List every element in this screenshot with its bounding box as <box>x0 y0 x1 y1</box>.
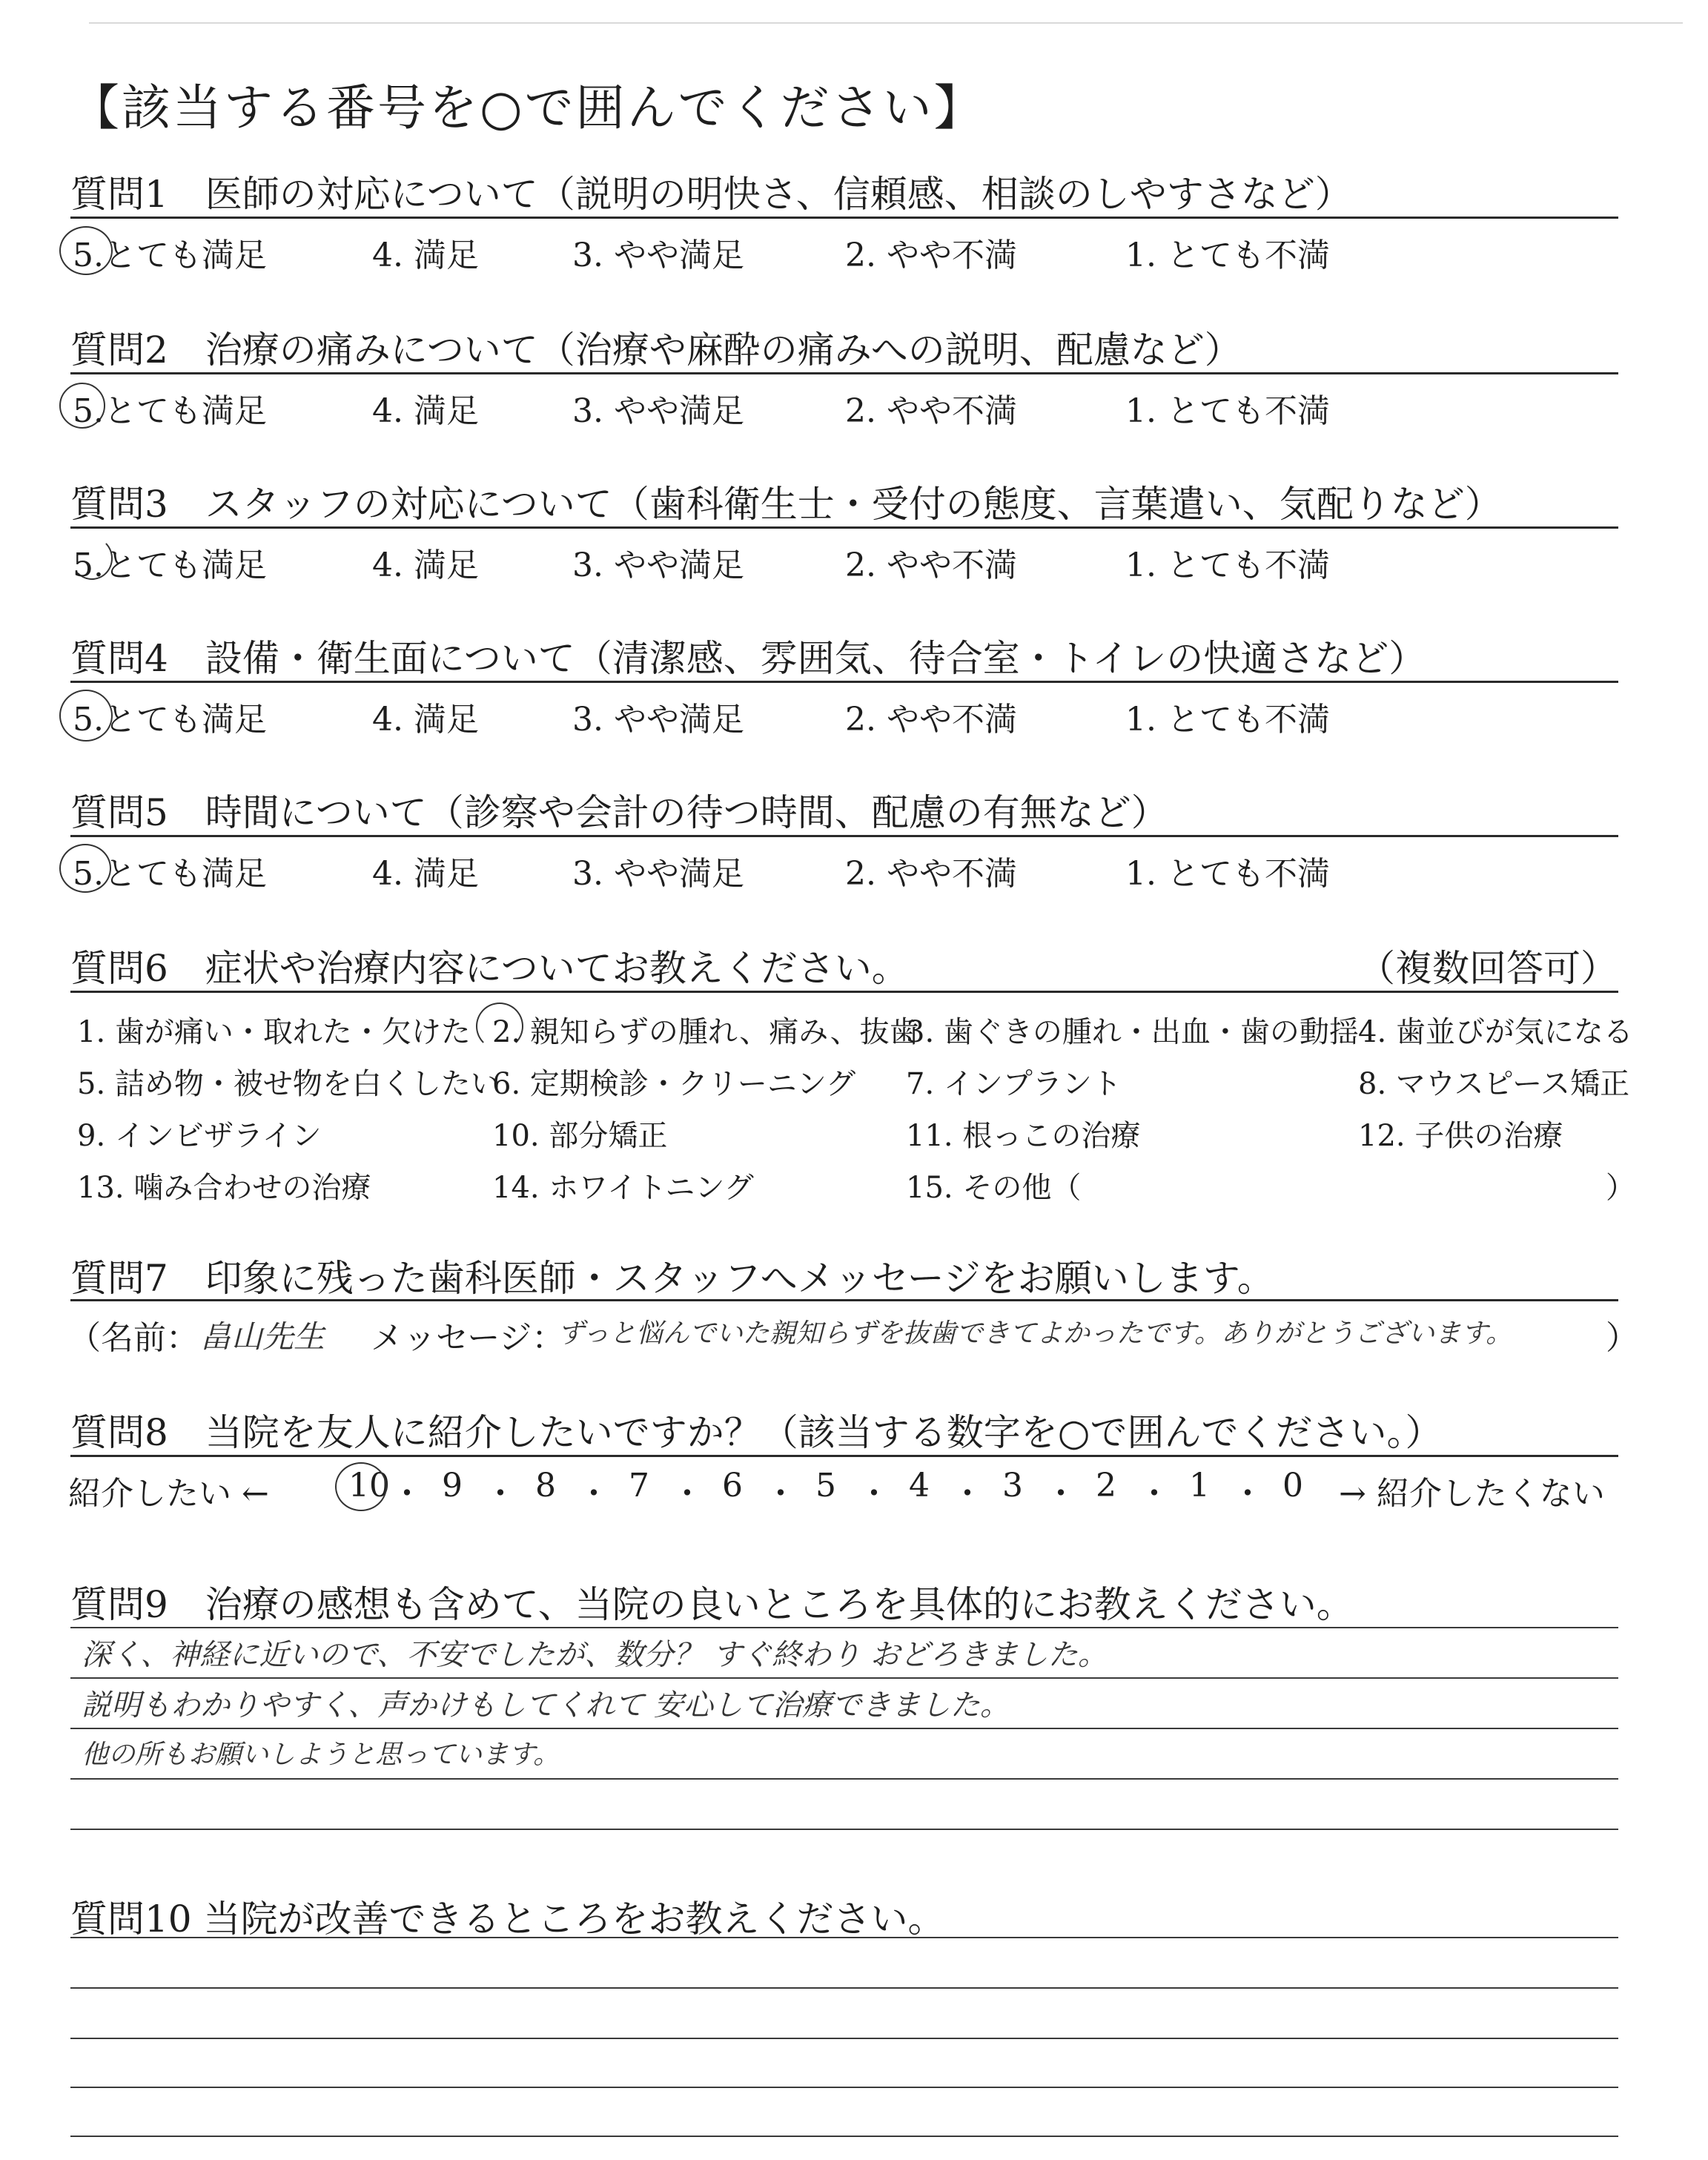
symptom-option[interactable]: 2. 親知らずの腫れ、痛み、抜歯 <box>492 1015 919 1049</box>
name-label: （名前： <box>68 1319 199 1357</box>
scale-value[interactable]: 1 <box>1189 1467 1210 1505</box>
scale-separator: ・ <box>764 1475 797 1513</box>
scale-separator: ・ <box>671 1475 704 1513</box>
symptom-option[interactable]: 14. ホワイトニング <box>492 1171 754 1205</box>
symptom-option[interactable]: 9. インビザライン <box>77 1119 322 1153</box>
option-2[interactable]: 2. やや不満 <box>845 546 1017 584</box>
option-4[interactable]: 4. 満足 <box>372 855 479 893</box>
option-1[interactable]: 1. とても不満 <box>1125 701 1330 739</box>
option-3[interactable]: 3. やや満足 <box>572 855 744 893</box>
scale-value[interactable]: 8 <box>535 1467 556 1505</box>
symptom-option[interactable]: 6. 定期検診・クリーニング <box>492 1067 856 1101</box>
option-5[interactable]: 5.とても満足 <box>73 546 267 584</box>
symptom-option[interactable]: 4. 歯並びが気になる <box>1358 1015 1633 1049</box>
option-2[interactable]: 2. やや不満 <box>845 237 1017 274</box>
option-3[interactable]: 3. やや満足 <box>572 237 744 274</box>
question-1-rule <box>70 217 1618 219</box>
question-10-title: 質問10 当院が改善できるところをお教えください。 <box>70 1898 945 1941</box>
scale-value[interactable]: 6 <box>722 1467 743 1505</box>
symptom-option[interactable]: 3. 歯ぐきの腫れ・出血・歯の動揺 <box>906 1015 1359 1049</box>
option-2[interactable]: 2. やや不満 <box>845 392 1017 430</box>
scale-value[interactable]: 0 <box>1282 1467 1303 1505</box>
question-2-rule <box>70 372 1618 374</box>
form-header: 【該当する番号を○で囲んでください】 <box>70 79 985 136</box>
option-2[interactable]: 2. やや不満 <box>845 701 1017 739</box>
scale-value[interactable]: 3 <box>1002 1467 1023 1505</box>
recommend-right-label: → 紹介したくない <box>1339 1475 1605 1513</box>
writing-line <box>70 1829 1618 1830</box>
option-1[interactable]: 1. とても不満 <box>1125 855 1330 893</box>
comment-line[interactable]: 説明もわかりやすく、声かけもしてくれて 安心して治療できました。 <box>82 1688 1010 1723</box>
question-6-rule <box>70 991 1618 993</box>
recommend-left-label: 紹介したい ← <box>68 1475 269 1513</box>
question-7-rule <box>70 1299 1618 1301</box>
question-6-title: 質問6 症状や治療内容についてお教えください。 <box>70 947 909 990</box>
scale-value[interactable]: 9 <box>442 1467 463 1505</box>
option-2[interactable]: 2. やや不満 <box>845 855 1017 893</box>
symptom-option[interactable]: 7. インプラント <box>906 1067 1122 1101</box>
question-4-rule <box>70 681 1618 683</box>
symptom-option[interactable]: 12. 子供の治療 <box>1358 1119 1563 1153</box>
question-1-title: 質問1 医師の対応について（説明の明快さ、信頼感、相談のしやすさなど） <box>70 173 1352 216</box>
question-9-title: 質問9 治療の感想も含めて、当院の良いところを具体的にお教えください。 <box>70 1583 1354 1626</box>
scale-value[interactable]: 7 <box>629 1467 649 1505</box>
symptom-option[interactable]: 5. 詰め物・被せ物を白くしたい <box>77 1067 500 1101</box>
symptom-option[interactable]: 13. 噛み合わせの治療 <box>77 1171 371 1205</box>
option-4[interactable]: 4. 満足 <box>372 546 479 584</box>
comment-line[interactable]: 他の所もお願いしようと思っています。 <box>82 1740 560 1770</box>
writing-line <box>70 2038 1618 2039</box>
writing-line <box>70 1937 1618 1938</box>
scale-value[interactable]: 4 <box>909 1467 930 1505</box>
question-8-title: 質問8 当院を友人に紹介したいですか？（該当する数字を○で囲んでください。） <box>70 1411 1443 1454</box>
scale-separator: ・ <box>484 1475 517 1513</box>
option-4[interactable]: 4. 満足 <box>372 392 479 430</box>
scale-value[interactable]: 2 <box>1096 1467 1116 1505</box>
option-1[interactable]: 1. とても不満 <box>1125 546 1330 584</box>
option-4[interactable]: 4. 満足 <box>372 237 479 274</box>
option-3[interactable]: 3. やや満足 <box>572 546 744 584</box>
name-value[interactable]: 畠山先生 <box>200 1318 325 1355</box>
top-edge-line <box>89 22 1683 24</box>
scale-separator: ・ <box>951 1475 984 1513</box>
message-label: メッセージ： <box>371 1319 565 1357</box>
writing-line <box>70 1987 1618 1989</box>
symptom-option-other[interactable]: 15. その他（ <box>906 1171 1082 1205</box>
writing-line <box>70 1677 1618 1679</box>
question-6-note: （複数回答可） <box>1358 947 1618 990</box>
scale-separator: ・ <box>1231 1475 1264 1513</box>
comment-line[interactable]: 深く、神経に近いので、不安でしたが、数分？ すぐ終わり おどろきました。 <box>82 1638 1108 1672</box>
writing-line <box>70 1728 1618 1729</box>
message-close-paren: ） <box>1606 1319 1638 1357</box>
writing-line <box>70 1778 1618 1780</box>
other-close-paren: ） <box>1606 1171 1635 1205</box>
option-1[interactable]: 1. とても不満 <box>1125 237 1330 274</box>
option-4[interactable]: 4. 満足 <box>372 701 479 739</box>
answer-circle <box>335 1462 387 1511</box>
question-7-title: 質問7 印象に残った歯科医師・スタッフへメッセージをお願いします。 <box>70 1257 1274 1300</box>
scale-separator: ・ <box>1138 1475 1171 1513</box>
option-1[interactable]: 1. とても不満 <box>1125 392 1330 430</box>
writing-line <box>70 1627 1618 1628</box>
message-value[interactable]: ずっと悩んでいた親知らずを抜歯できてよかったです。ありがとうございます。 <box>557 1318 1513 1349</box>
question-8-rule <box>70 1455 1618 1457</box>
scale-separator: ・ <box>1045 1475 1077 1513</box>
option-5[interactable]: 5.とても満足 <box>73 237 267 274</box>
question-5-title: 質問5 時間について（診察や会計の待つ時間、配慮の有無など） <box>70 791 1168 834</box>
scale-separator: ・ <box>391 1475 423 1513</box>
question-5-rule <box>70 835 1618 837</box>
writing-line <box>70 2136 1618 2137</box>
symptom-option[interactable]: 10. 部分矯正 <box>492 1119 668 1153</box>
scale-value[interactable]: 5 <box>815 1467 836 1505</box>
symptom-option[interactable]: 8. マウスピース矯正 <box>1358 1067 1630 1101</box>
scale-separator: ・ <box>858 1475 890 1513</box>
scale-separator: ・ <box>577 1475 610 1513</box>
option-5[interactable]: 5.とても満足 <box>73 701 267 739</box>
symptom-option[interactable]: 11. 根っこの治療 <box>906 1119 1141 1153</box>
writing-line <box>70 2087 1618 2088</box>
question-4-title: 質問4 設備・衛生面について（清潔感、雰囲気、待合室・トイレの快適さなど） <box>70 637 1426 680</box>
option-3[interactable]: 3. やや満足 <box>572 392 744 430</box>
question-3-title: 質問3 スタッフの対応について（歯科衛生士・受付の態度、言葉遣い、気配りなど） <box>70 483 1502 526</box>
scale-value[interactable]: 10 <box>348 1467 390 1505</box>
question-3-rule <box>70 526 1618 529</box>
question-2-title: 質問2 治療の痛みについて（治療や麻酔の痛みへの説明、配慮など） <box>70 328 1242 371</box>
option-5[interactable]: 5.とても満足 <box>73 855 267 893</box>
option-5[interactable]: 5.とても満足 <box>73 392 267 430</box>
symptom-option[interactable]: 1. 歯が痛い・取れた・欠けた <box>77 1015 471 1049</box>
option-3[interactable]: 3. やや満足 <box>572 701 744 739</box>
